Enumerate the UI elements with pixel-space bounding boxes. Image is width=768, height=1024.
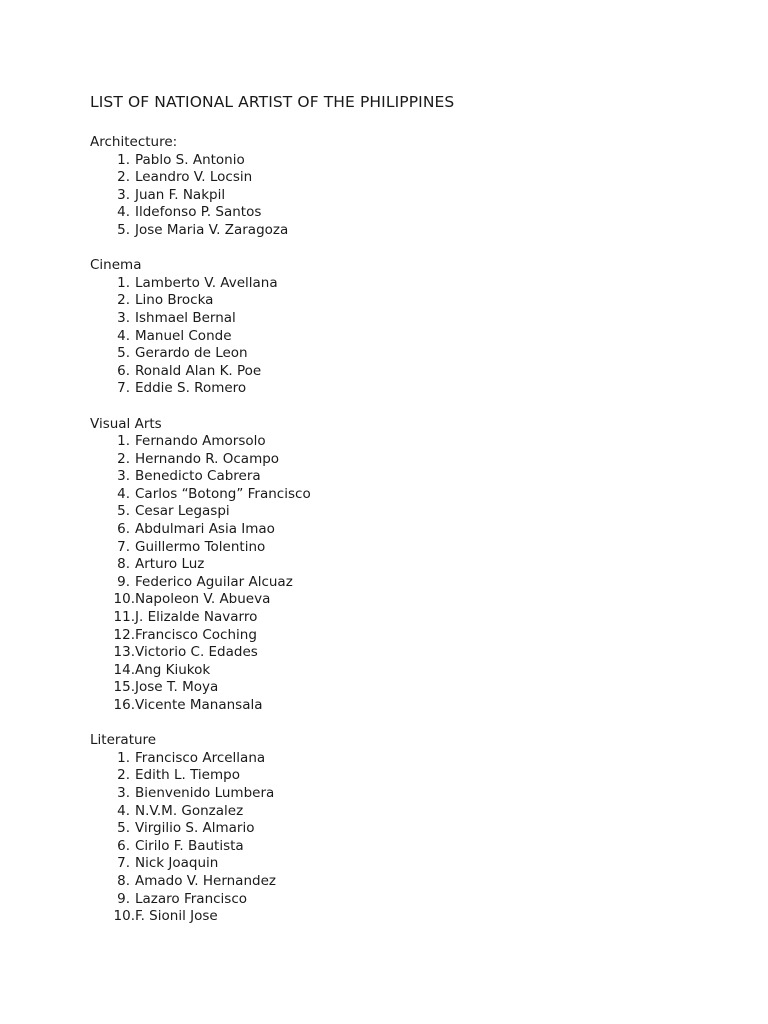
list-item-number: 2.: [117, 767, 130, 784]
list-item-number: 3.: [117, 186, 130, 203]
list-item-name: Ronald Alan K. Poe: [135, 362, 262, 379]
list-item: [90, 169, 710, 187]
list-item-number: 9.: [117, 890, 130, 907]
list-item: [90, 275, 710, 293]
list-item-number: 7.: [117, 538, 130, 555]
list-item-name: Amado V. Hernandez: [135, 872, 276, 889]
list-item: [90, 750, 710, 768]
list-item: [90, 627, 710, 645]
list-item-number: 1.: [117, 433, 130, 450]
list-item-number: 11.: [113, 609, 135, 626]
list-item-name: Benedicto Cabrera: [135, 468, 261, 485]
list-item-number: 10.: [113, 591, 135, 608]
list-item-number: 14.: [113, 661, 135, 678]
list-item-number: 4.: [117, 327, 130, 344]
section-visual-arts: [90, 416, 710, 715]
list-item-name: Jose T. Moya: [135, 679, 219, 696]
list-item-name: Jose Maria V. Zaragoza: [135, 221, 289, 238]
list-item-number: 16.: [113, 697, 135, 713]
list-item-name: F. Sionil Jose: [135, 908, 218, 925]
list-item: [90, 644, 710, 662]
list-item: [90, 820, 710, 838]
list-item-name: Ang Kiukok: [135, 661, 211, 678]
list-item: [90, 803, 710, 821]
list-item: [90, 679, 710, 697]
list-item-name: Carlos “Botong” Francisco: [135, 485, 311, 502]
list-item: [90, 908, 710, 926]
list-item-number: 3.: [117, 784, 130, 801]
list-item-number: 1.: [117, 749, 130, 766]
list-item-number: 4.: [117, 802, 130, 819]
list-item-name: Cirilo F. Bautista: [135, 837, 244, 854]
list-item-number: 15.: [113, 679, 135, 696]
section-heading: Literature: [90, 732, 157, 749]
list-item: [90, 662, 710, 680]
list-item-number: 8.: [117, 556, 130, 573]
list-item: [90, 838, 710, 856]
list-item: [90, 345, 710, 363]
list-item-number: 13.: [113, 644, 135, 661]
list-item: [90, 609, 710, 627]
list-item: [90, 556, 710, 574]
list-item-number: 12.: [113, 626, 135, 643]
list-item-number: 5.: [117, 503, 130, 520]
list-item-name: Nick Joaquin: [135, 855, 219, 872]
list-item-name: N.V.M. Gonzalez: [135, 802, 244, 819]
list-item-number: 3.: [117, 309, 130, 326]
list-item-name: Juan F. Nakpil: [135, 186, 226, 203]
list-item-name: Cesar Legaspi: [135, 503, 230, 520]
list-item: [90, 152, 710, 170]
list-item-name: Fernando Amorsolo: [135, 433, 266, 450]
list-item-number: 9.: [117, 573, 130, 590]
list-item: [90, 468, 710, 486]
document-page: [90, 92, 710, 943]
list-item: [90, 451, 710, 469]
list-item: [90, 574, 710, 592]
list-item-number: 2.: [117, 450, 130, 467]
list-item-name: J. Elizalde Navarro: [135, 609, 258, 626]
list-item-name: Pablo S. Antonio: [135, 151, 245, 168]
list-item-name: Eddie S. Romero: [135, 380, 247, 397]
list-item-number: 5.: [117, 345, 130, 362]
list-item: [90, 222, 710, 240]
list-item-number: 6.: [117, 837, 130, 854]
list-item-name: Lamberto V. Avellana: [135, 274, 278, 291]
list-item-number: 5.: [117, 820, 130, 837]
list-item: [90, 380, 710, 398]
list-item-name: Abdulmari Asia Imao: [135, 521, 275, 538]
section-literature: [90, 732, 710, 926]
list-item: [90, 503, 710, 521]
list-item-name: Lazaro Francisco: [135, 890, 248, 907]
list-item-name: Federico Aguilar Alcuaz: [135, 573, 293, 590]
list-item-number: 1.: [117, 274, 130, 291]
list-item-number: 4.: [117, 485, 130, 502]
list-item-name: Gerardo de Leon: [135, 345, 248, 362]
list-item-name: Francisco Coching: [135, 626, 257, 643]
list-item: [90, 187, 710, 205]
list-item-number: 8.: [117, 872, 130, 889]
list-item-name: Virgilio S. Almario: [135, 820, 255, 837]
list-item-name: Napoleon V. Abueva: [135, 591, 271, 608]
list-item-number: 5.: [117, 221, 130, 238]
list-item: [90, 363, 710, 381]
section-architecture: [90, 134, 710, 240]
list-item: [90, 591, 710, 609]
list-item-number: 2.: [117, 292, 130, 309]
list-item: [90, 328, 710, 346]
list-item-name: Ildefonso P. Santos: [135, 204, 262, 221]
list-item: [90, 873, 710, 891]
list-item-name: Edith L. Tiempo: [135, 767, 240, 784]
list-item-number: 4.: [117, 204, 130, 221]
list-item-number: 1.: [117, 151, 130, 168]
list-item: [90, 539, 710, 557]
list-item-name: Hernando R. Ocampo: [135, 450, 280, 467]
list-item: [90, 855, 710, 873]
list-item: [90, 310, 710, 328]
section-cinema: [90, 257, 710, 398]
list-item-name: Lino Brocka: [135, 292, 214, 309]
list-item: [90, 486, 710, 504]
list-item: [90, 433, 710, 451]
document-title: LIST OF NATIONAL ARTIST OF THE PHILIPPINES: [90, 93, 455, 111]
list-item-number: 7.: [117, 380, 130, 397]
list-item-name: Vicente Manansala: [135, 697, 263, 713]
list-item-name: Victorio C. Edades: [135, 644, 258, 661]
list-item: [90, 785, 710, 803]
list-item-name: Ishmael Bernal: [135, 309, 236, 326]
list-item-number: 6.: [117, 362, 130, 379]
list-item-name: Francisco Arcellana: [135, 749, 266, 766]
list-item-name: Guillermo Tolentino: [135, 538, 266, 555]
list-item-number: 10.: [113, 908, 135, 925]
list-item-number: 7.: [117, 855, 130, 872]
list-item-name: Manuel Conde: [135, 327, 232, 344]
list-item: [90, 204, 710, 222]
list-item-name: Bienvenido Lumbera: [135, 784, 275, 801]
list-item-name: Leandro V. Locsin: [135, 169, 253, 186]
section-heading: Visual Arts: [90, 415, 162, 432]
list-item: [90, 891, 710, 909]
list-item: [90, 521, 710, 539]
section-heading: Architecture:: [90, 134, 178, 150]
list-item-number: 2.: [117, 169, 130, 186]
list-item: [90, 767, 710, 785]
list-item-number: 3.: [117, 468, 130, 485]
section-heading: Cinema: [90, 257, 142, 274]
list-item: [90, 292, 710, 310]
sections-container: [90, 134, 710, 926]
list-item-number: 6.: [117, 521, 130, 538]
list-item: [90, 697, 710, 715]
list-item-name: Arturo Luz: [135, 556, 205, 573]
